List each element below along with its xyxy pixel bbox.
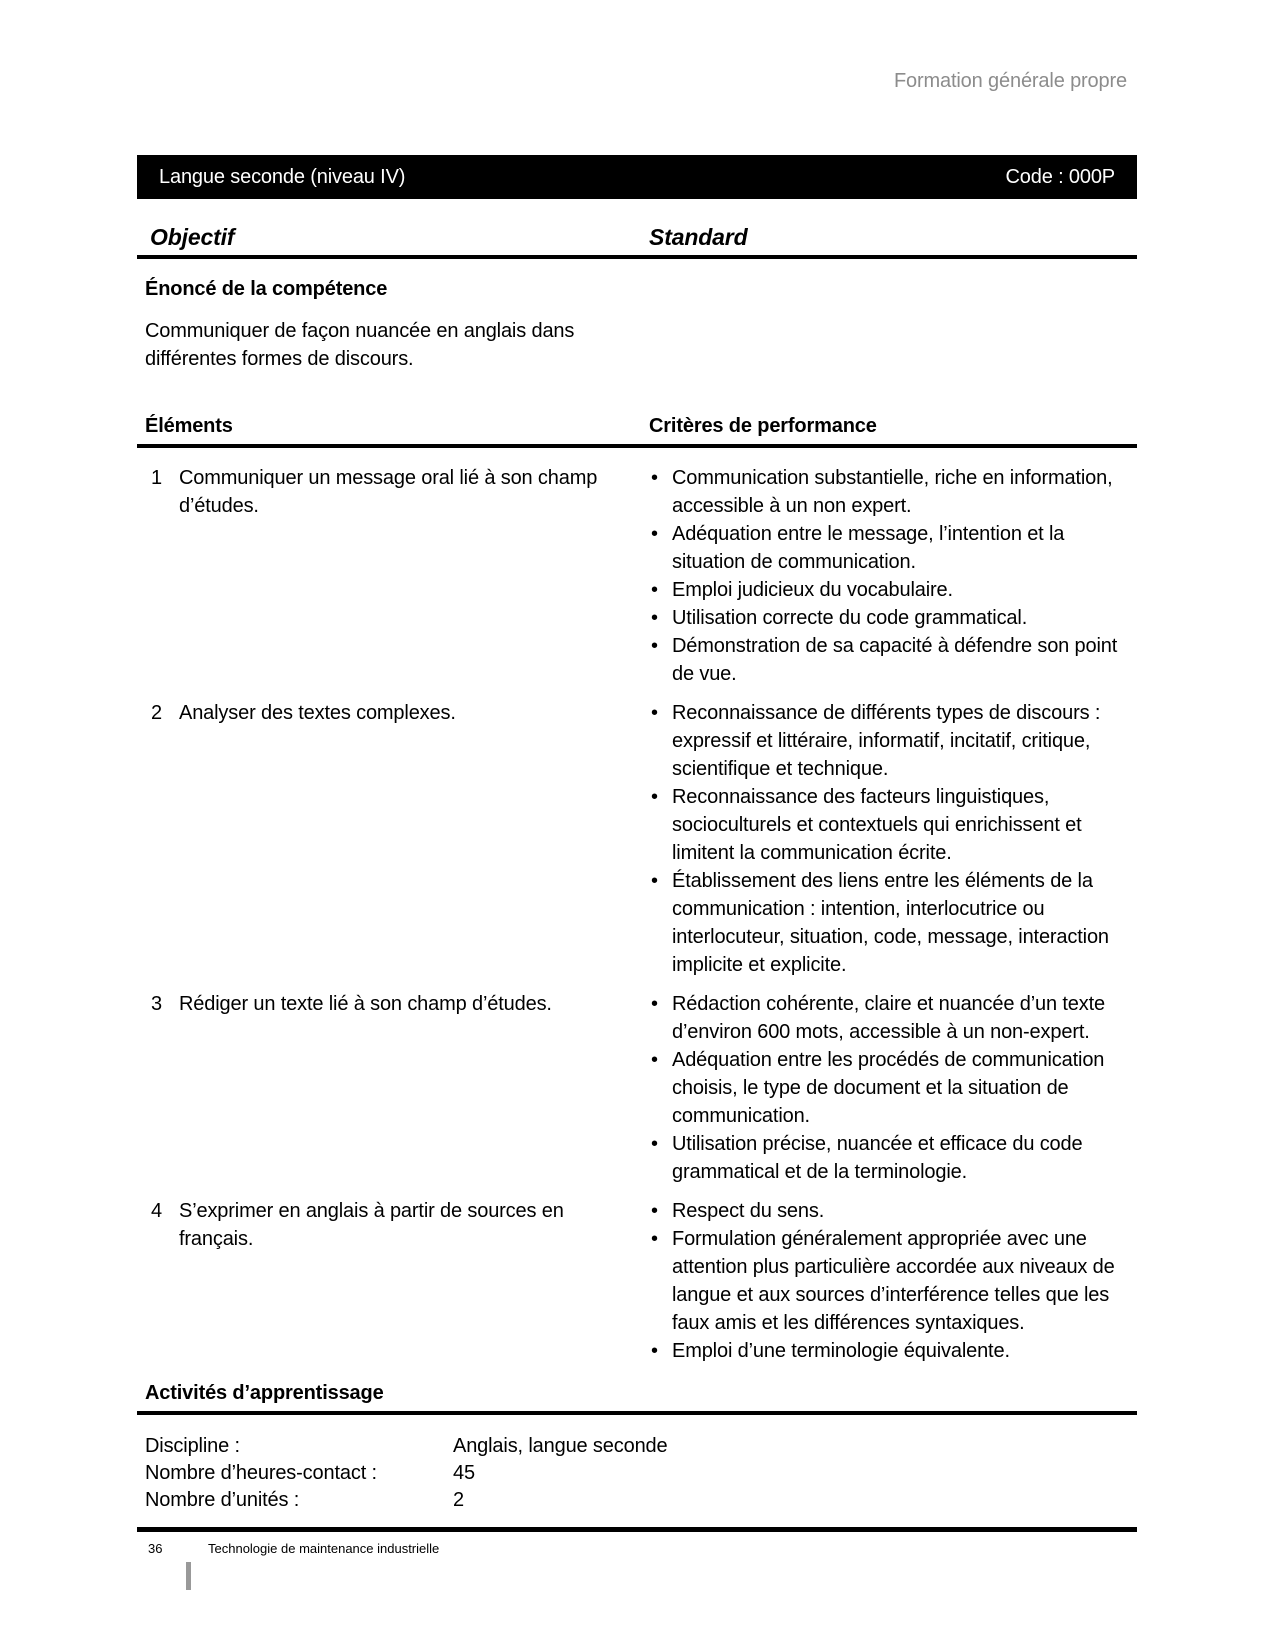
detail-label: Nombre d’unités : [145,1489,300,1511]
element-text: Analyser des textes complexes. [179,702,456,724]
activity-detail-row [145,1487,1137,1514]
activities-heading: Activités d’apprentissage [137,1381,1137,1415]
course-title-bar [137,155,1137,199]
table-row [137,699,1137,979]
objectif-heading: Objectif [150,224,235,250]
criterion: • Emploi d’une terminologie équivalente. [649,1337,1137,1365]
course-code: Code : 000P [1005,165,1115,188]
detail-label: Nombre d’heures-contact : [145,1462,377,1484]
criterion: • Formulation généralement appropriée avec une attention plus particulière accordée aux niveaux de langue et aux sources d’interférence telles que les faux amis et les différences syntaxiques. [649,1225,1137,1337]
element-cell [137,699,649,979]
table-row [137,990,1137,1186]
standard-heading: Standard [649,224,748,250]
category-label: Formation générale propre [893,70,1127,92]
course-title: Langue seconde (niveau IV) [159,165,406,188]
element-cell [137,990,649,1186]
element-text: Rédiger un texte lié à son champ d’études. [179,993,552,1015]
activity-detail-row [145,1460,1137,1487]
competence-heading: Énoncé de la compétence [145,278,388,300]
element-rows [137,464,1137,1365]
criterion: • Rédaction cohérente, claire et nuancée d’un texte d’environ 600 mots, accessible à un non-expert. [649,990,1137,1046]
activities-section [137,1381,1137,1514]
criterion: • Reconnaissance de différents types de discours : expressif et littéraire, informatif, incitatif, critique, scientifique et technique. [649,699,1137,783]
detail-value: Anglais, langue seconde [453,1435,668,1457]
criteria-header: Critères de performance [649,415,877,437]
activity-details [137,1433,1137,1514]
detail-value: 2 [453,1489,464,1511]
footer [148,1541,439,1557]
criteria-list [649,1197,1137,1365]
element-number: 3 [151,993,162,1015]
criterion: • Utilisation précise, nuancée et efficace du code grammatical et de la terminologie. [649,1130,1137,1186]
criterion: • Établissement des liens entre les éléments de la communication : intention, interlocutrice ou interlocuteur, situation, code, message, interaction implicite et explicite. [649,867,1137,979]
element-cell [137,464,649,688]
element-number: 1 [151,467,162,489]
criterion: • Emploi judicieux du vocabulaire. [649,576,1137,604]
objective-standard-header [137,222,1137,259]
criterion: • Communication substantielle, riche en information, accessible à un non expert. [649,464,1137,520]
table-row [137,464,1137,688]
table-column-headers [137,413,1137,448]
criterion: • Respect du sens. [649,1197,1137,1225]
criterion: • Adéquation entre le message, l’intention et la situation de communication. [649,520,1137,576]
competence-statement: Communiquer de façon nuancée en anglais dans différentes formes de discours. [145,320,575,370]
criteria-list [649,699,1137,979]
footer-mark [186,1562,191,1590]
footer-rule [137,1527,1137,1532]
activity-detail-row [145,1433,1137,1460]
criterion: • Utilisation correcte du code grammatical. [649,604,1137,632]
detail-label: Discipline : [145,1435,240,1457]
element-text: S’exprimer en anglais à partir de sources en français. [179,1200,564,1250]
element-cell [137,1197,649,1365]
detail-value: 45 [453,1462,475,1484]
element-text: Communiquer un message oral lié à son champ d’études. [179,467,598,517]
page-number: 36 [148,1541,163,1556]
table-row [137,1197,1137,1365]
criterion: • Adéquation entre les procédés de communication choisis, le type de document et la situation de communication. [649,1046,1137,1130]
criteria-list [649,990,1137,1186]
element-number: 4 [151,1200,162,1222]
criteria-list [649,464,1137,688]
criterion: • Reconnaissance des facteurs linguistiques, socioculturels et contextuels qui enrichissent et limitent la communication écrite. [649,783,1137,867]
criterion: • Démonstration de sa capacité à défendre son point de vue. [649,632,1137,688]
program-name: Technologie de maintenance industrielle [208,1541,440,1556]
element-number: 2 [151,702,162,724]
elements-header: Éléments [145,415,233,437]
